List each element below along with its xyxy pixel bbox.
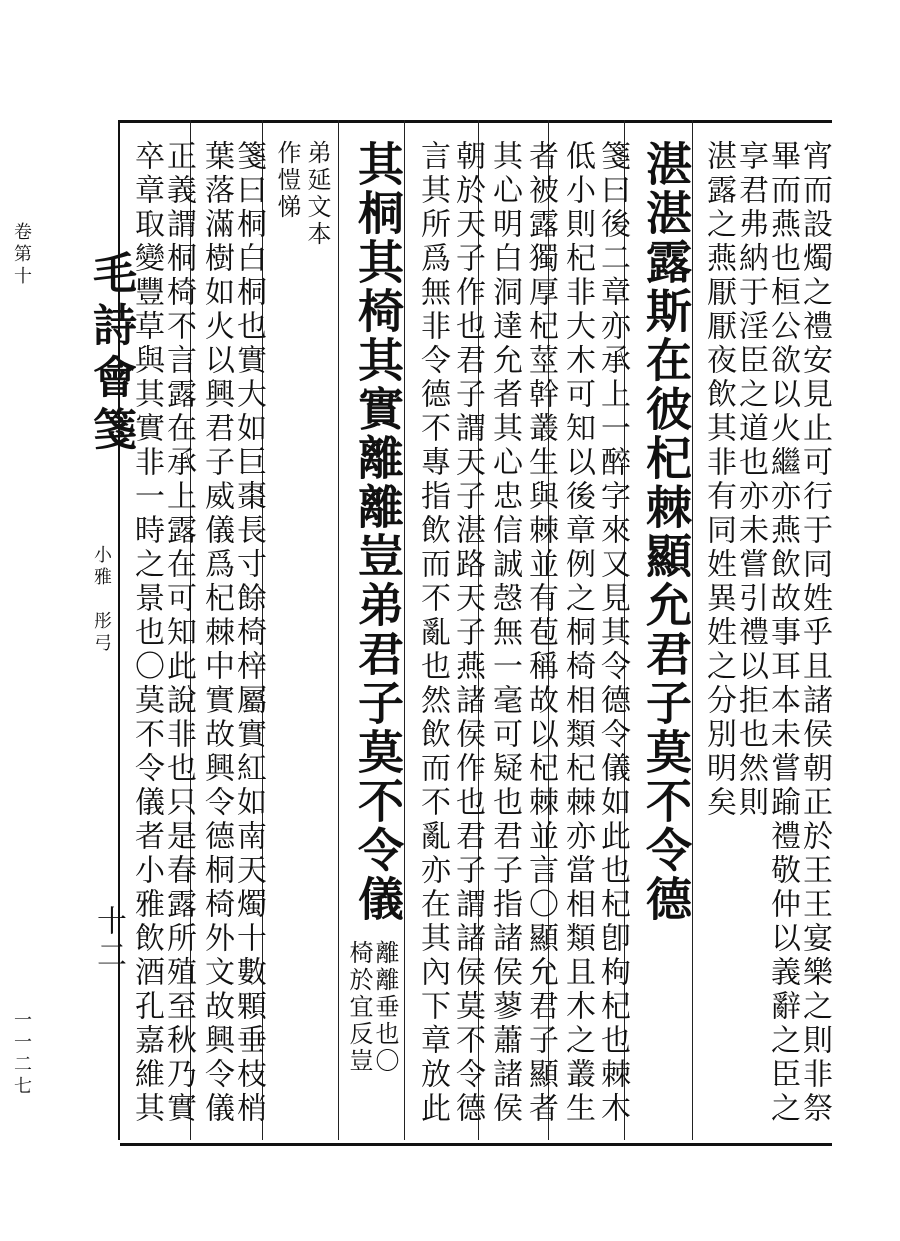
commentary-column: 者被露獨厚杞莖幹叢生與棘並有苞稱故以杞棘並言〇顯允君子顯者 (523, 140, 558, 1126)
book-title: 毛詩會箋 (85, 250, 136, 458)
commentary-column: 宵而設燭之禮安見止可行于同姓乎且諸侯朝正於王王宴樂之則非祭 (797, 140, 832, 1126)
commentary-column: 卒章取變豐草與其實非一時之景也〇莫不令儀者小雅飲酒孔嘉維其 (129, 140, 164, 1126)
chapter-label: 小雅 彤弓 (91, 545, 112, 655)
commentary-column: 正義謂桐椅不言露在承上露在可知此說非也只是春露所殖至秋乃實 (161, 140, 196, 1126)
commentary-column: 湛露之燕厭厭夜飲其非有同姓異姓之分別明矣 (701, 140, 736, 820)
gloss-note: 作愷悌 (273, 140, 301, 221)
commentary-column: 葉落滿樹如火以興君子威儀爲杞棘中實故興令德桐椅外文故興令儀 (199, 140, 234, 1126)
commentary-column: 箋曰桐白桐也實大如巨棗長寸餘椅梓屬實紅如南天燭十數顆垂枝梢 (231, 140, 266, 1126)
commentary-column: 言其所爲無非令德不專指飲而不亂也然飲而不亂亦在其內下章放此 (415, 140, 450, 1126)
commentary-column: 其心明白洞達允者其心忠信誠愨無一毫可疑也君子指諸侯蓼蕭諸侯 (487, 140, 522, 1126)
page-number: 一一二七 (11, 1010, 32, 1098)
leaf-number: 十二 (91, 905, 126, 973)
column-rule (338, 120, 339, 1140)
gloss-note: 椅於宜反豈 (345, 940, 373, 1075)
volume-label: 卷第十 (11, 222, 32, 288)
gloss-note: 離離垂也〇 (371, 940, 399, 1075)
commentary-column: 低小則杞非大木可知以後章例之桐椅相類杞棘亦當相類且木之叢生 (560, 140, 595, 1126)
gloss-note: 弟延文本 (303, 140, 331, 248)
commentary-column: 畢而燕也桓公欲以火繼亦燕飲故事耳本未嘗踰禮敬仲以義辭之臣之 (765, 140, 800, 1126)
commentary-column: 朝於天子作也君子謂天子湛路天子燕諸侯作也君子謂諸侯莫不令德 (450, 140, 485, 1126)
commentary-column: 享君弗納于淫臣之道也亦未嘗引禮以拒也然則 (733, 140, 768, 820)
poem-verse: 湛湛露斯在彼杞棘顯允君子莫不令德 (639, 140, 693, 924)
poem-verse: 其桐其椅其實離離豈弟君子莫不令儀 (351, 140, 405, 924)
commentary-column: 箋曰後二章亦承上一醉字來又見其令德令儀如此也杞卽枸杞也棘木 (595, 140, 630, 1126)
